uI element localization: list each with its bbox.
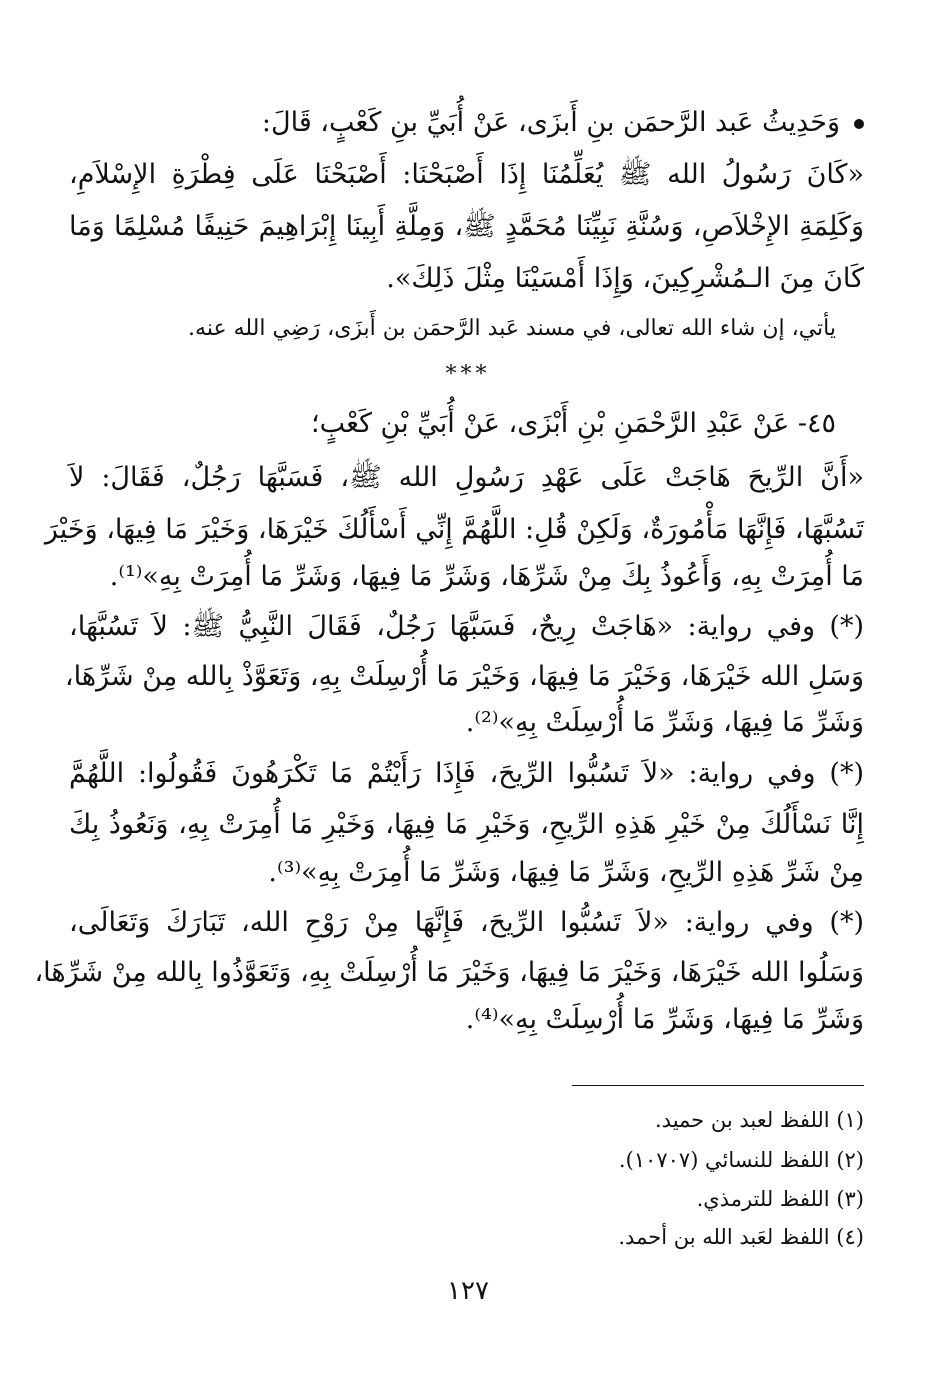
- footnote-2: (٢) اللفظ للنسائي (١٠٧٠٧).: [618, 1148, 864, 1172]
- riwaya-2-line-3: مِنْ شَرِّ هَذِهِ الرِّيحِ، وَشَرِّ مَا فِيهَا، وَشَرِّ مَا أُمِرَتْ بِهِ»⁽³⁾.: [268, 857, 864, 888]
- hadith-45-line-2: تَسُبَّهَا، فَإِنَّهَا مَأْمُورَةٌ، وَلَكِنْ قُلِ: اللَّهُمَّ إِنِّي أَسْأَلُكَ خَيْرَهَا، وَخَيْرَ مَا فِيهَا، وَخَيْرَ: [44, 514, 864, 545]
- riwaya-2-line-2: إِنَّا نَسْأَلُكَ مِنْ خَيْرِ هَذِهِ الرِّيحِ، وَخَيْرِ مَا فِيهَا، وَخَيْرِ مَا أُمِرَتْ بِهِ، وَنَعُوذُ بِكَ: [69, 809, 864, 840]
- hadith-45-line-1: «أَنَّ الرِّيحَ هَاجَتْ عَلَى عَهْدِ رَسُولِ الله ﷺ، فَسَبَّهَا رَجُلٌ، فَقَالَ: لاَ: [69, 462, 864, 493]
- hadith-45-heading: ٤٥- عَنْ عَبْدِ الرَّحْمَنِ بْنِ أَبْزَى، عَنْ أُبَيِّ بْنِ كَعْبٍ؛: [310, 408, 836, 439]
- hadith-intro-line-2: وَكَلِمَةِ الإِخْلاَصِ، وَسُنَّةِ نَبِيِّنَا مُحَمَّدٍ ﷺ، وَمِلَّةِ أَبِينَا إِبْرَاهِيمَ حَنِيفًا مُسْلِمًا وَمَا: [69, 211, 864, 242]
- riwaya-1-line-1: (*) وفي رواية: «هَاجَتْ رِيحٌ، فَسَبَّهَا رَجُلٌ، فَقَالَ النَّبِيُّ ﷺ: لاَ تَسُبَّهَا،: [69, 611, 864, 642]
- hadith-intro-heading: [69, 103, 864, 143]
- riwaya-1-line-2: وَسَلِ الله خَيْرَهَا، وَخَيْرَ مَا فِيهَا، وَخَيْرَ مَا أُرْسِلَتْ بِهِ، وَتَعَوَّذْ بِالله مِنْ شَرِّهَا،: [64, 661, 864, 692]
- footnote-4: (٤) اللفظ لعَبد الله بن أحمد.: [618, 1225, 864, 1249]
- footnote-1: (١) اللفظ لعبد بن حميد.: [655, 1108, 864, 1132]
- hadith-45-line-3: مَا أُمِرَتْ بِهِ، وَأَعُوذُ بِكَ مِنْ شَرِّهَا، وَشَرِّ مَا فِيهَا، وَشَرِّ مَا أُمِرَتْ بِهِ»⁽¹⁾.: [109, 561, 864, 592]
- riwaya-2-line-1: (*) وفي رواية: «لاَ تَسُبُّوا الرِّيحَ، فَإِذَا رَأَيْتُمْ مَا تَكْرَهُونَ فَقُولُوا: اللَّهُمَّ: [69, 758, 864, 789]
- hadith-intro-heading-text: وَحَدِيثُ عَبد الرَّحمَن بنِ أَبزَى، عَنْ أُبَيِّ بنِ كَعْبٍ، قَالَ:: [261, 107, 840, 138]
- hadith-intro-note: يأتي، إن شاء الله تعالى، في مسند عَبد الرَّحمَن بن أَبزَى، رَضِي الله عنه.: [188, 316, 836, 341]
- hadith-intro-line-1: «كَانَ رَسُولُ الله ﷺ يُعَلِّمُنَا إِذَا أَصْبَحْنَا: أَصْبَحْنَا عَلَى فِطْرَةِ الإِسْلاَمِ،: [69, 159, 864, 190]
- riwaya-3-line-2: وَسَلُوا الله خَيْرَهَا، وَخَيْرَ مَا فِيهَا، وَخَيْرَ مَا أُرْسِلَتْ بِهِ، وَتَعَوَّذُوا بِالله مِنْ شَرِّهَا،: [34, 957, 864, 988]
- footnote-3: (٣) اللفظ للترمذي.: [696, 1187, 864, 1211]
- footnote-rule: [572, 1085, 864, 1086]
- riwaya-3-line-3: وَشَرِّ مَا فِيهَا، وَشَرِّ مَا أُرْسِلَتْ بِهِ»⁽⁴⁾.: [465, 1004, 864, 1035]
- hadith-intro-line-3: كَانَ مِنَ الـمُشْرِكِينَ، وَإِذَا أَمْسَيْنَا مِثْلَ ذَلِكَ».: [386, 263, 864, 294]
- riwaya-1-line-3: وَشَرِّ مَا فِيهَا، وَشَرِّ مَا أُرْسِلَتْ بِهِ»⁽²⁾.: [465, 707, 864, 738]
- riwaya-3-line-1: (*) وفي رواية: «لاَ تَسُبُّوا الرِّيحَ، فَإِنَّهَا مِنْ رَوْحِ الله، تَبَارَكَ وَتَعَالَى،: [69, 907, 864, 938]
- bullet-icon: [854, 119, 864, 129]
- page-number: ١٢٧: [447, 1276, 489, 1306]
- section-separator: ***: [445, 362, 491, 387]
